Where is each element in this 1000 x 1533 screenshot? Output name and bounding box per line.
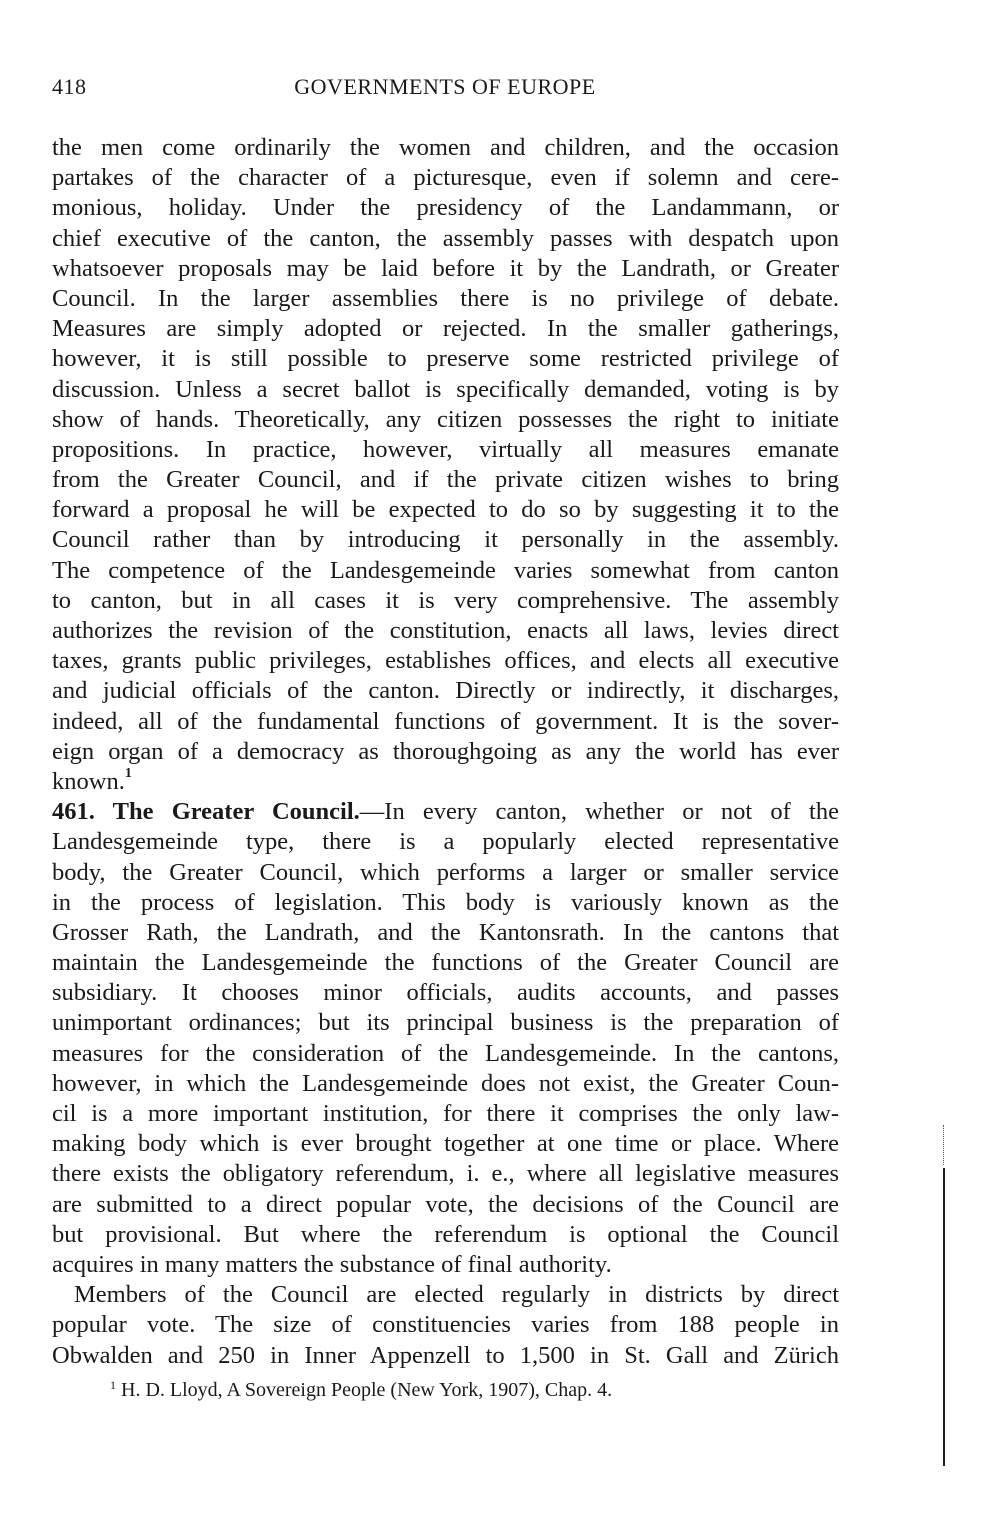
text-line [52, 1220, 839, 1250]
line-text: maintain the Landesgemeinde the functions of the Greater Council are [52, 949, 839, 977]
text-line [52, 1341, 839, 1371]
text-line [52, 1250, 839, 1280]
line-text: —In every canton, whether or not of the [359, 798, 839, 826]
text-line [52, 1310, 839, 1340]
line-text: unimportant ordinances; but its principal business is the preparation of [52, 1009, 839, 1037]
section-heading: 461. The Greater Council. [52, 798, 360, 826]
line-text: the men come ordinarily the women and children, and the occasion [52, 134, 839, 161]
page-number: 418 [52, 74, 87, 99]
line-text: Council rather than by introducing it personally in the assembly. [52, 526, 839, 554]
text-line [52, 888, 839, 918]
text-line [52, 314, 839, 344]
line-text: whatsoever proposals may be laid before it by the Landrath, or Greater [52, 254, 839, 282]
line-text: The competence of the Landesgemeinde varies somewhat from canton [52, 556, 839, 584]
body-text [52, 133, 839, 1371]
text-line [52, 918, 839, 948]
text-line [52, 1280, 839, 1310]
line-text: are submitted to a direct popular vote, the decisions of the Council are [52, 1190, 839, 1218]
text-line [52, 1099, 839, 1129]
line-text: and judicial officials of the canton. Directly or indirectly, it discharges, [52, 677, 839, 705]
line-text: Obwalden and 250 in Inner Appenzell to 1,500 in St. Gall and Zürich [52, 1341, 839, 1369]
line-text: measures for the consideration of the Landesgemeinde. In the cantons, [52, 1039, 839, 1067]
line-text: propositions. In practice, however, virtually all measures emanate [52, 435, 839, 463]
line-text: but provisional. But where the referendum is optional the Council [52, 1220, 839, 1248]
text-line [52, 707, 839, 737]
line-text: chief executive of the canton, the assembly passes with despatch upon [52, 224, 839, 252]
line-text: to canton, but in all cases it is very comprehensive. The assembly [52, 586, 839, 614]
line-text: eign organ of a democracy as thoroughgoing as any the world has ever [52, 737, 839, 765]
line-text: Landesgemeinde type, there is a popularly elected representative [52, 828, 839, 856]
text-line [52, 254, 839, 284]
line-text: in the process of legislation. This body is variously known as the [52, 888, 839, 916]
text-line [52, 1069, 839, 1099]
line-text: from the Greater Council, and if the private citizen wishes to bring [52, 466, 839, 494]
footnote [110, 1378, 612, 1402]
line-text: taxes, grants public privileges, establishes offices, and elects all executive [52, 647, 839, 675]
line-text: monious, holiday. Under the presidency of the Landammann, or [52, 194, 839, 222]
text-line [52, 978, 839, 1008]
line-text: popular vote. The size of constituencies varies from 188 people in [52, 1311, 839, 1339]
line-text: show of hands. Theoretically, any citizen possesses the right to initiate [52, 405, 839, 433]
text-line [52, 344, 839, 374]
text-line [52, 948, 839, 978]
text-line [52, 1159, 839, 1189]
line-text: forward a proposal he will be expected to do so by suggesting it to the [52, 496, 839, 524]
text-line [52, 525, 839, 555]
text-line [52, 1129, 839, 1159]
line-text: discussion. Unless a secret ballot is specifically demanded, voting is by [52, 375, 839, 403]
line-text: however, in which the Landesgemeinde does not exist, the Greater Coun- [52, 1069, 839, 1097]
text-line [52, 858, 839, 888]
line-text: there exists the obligatory referendum, i. e., where all legislative measures [52, 1160, 839, 1188]
text-line [52, 284, 839, 314]
text-line [52, 1190, 839, 1220]
text-line [52, 495, 839, 525]
line-text: making body which is ever brought together at one time or place. Where [52, 1130, 839, 1158]
line-text: Grosser Rath, the Landrath, and the Kantonsrath. In the cantons that [52, 918, 839, 946]
text-line [52, 163, 839, 193]
text-line [52, 676, 839, 706]
text-line [52, 827, 839, 857]
text-line [52, 767, 839, 797]
text-line [52, 465, 839, 495]
line-text: body, the Greater Council, which performs a larger or smaller service [52, 858, 839, 886]
line-text: indeed, all of the fundamental functions of government. It is the sover- [52, 707, 839, 735]
text-line [52, 797, 839, 827]
text-line [52, 556, 839, 586]
text-line [52, 646, 839, 676]
scan-margin-rule [943, 1168, 945, 1466]
footnote-text: H. D. Lloyd, A Sovereign People (New York, 1907), Chap. 4. [121, 1379, 613, 1401]
line-text: authorizes the revision of the constitution, enacts all laws, levies direct [52, 617, 839, 644]
text-line [52, 1008, 839, 1038]
line-text: Members of the Council are elected regularly in districts by direct [74, 1281, 839, 1309]
text-line [52, 737, 839, 767]
text-line [52, 1039, 839, 1069]
line-text: known. [52, 767, 125, 795]
footnote-marker: 1 [110, 1378, 116, 1392]
line-text: however, it is still possible to preserve some restricted privilege of [52, 345, 839, 373]
text-line [52, 193, 839, 223]
text-line [52, 616, 839, 646]
running-title: GOVERNMENTS OF EUROPE [294, 74, 596, 99]
text-line [52, 435, 839, 465]
text-line [52, 586, 839, 616]
line-text: acquires in many matters the substance of final authority. [52, 1250, 612, 1278]
footnote-reference[interactable]: 1 [124, 765, 132, 781]
line-text: Measures are simply adopted or rejected. In the smaller gatherings, [52, 315, 839, 343]
line-text: subsidiary. It chooses minor officials, audits accounts, and passes [52, 979, 839, 1007]
text-line [52, 224, 839, 254]
text-line [52, 405, 839, 435]
line-text: partakes of the character of a picturesque, even if solemn and cere- [52, 164, 839, 192]
scan-margin-dots [943, 1125, 945, 1165]
line-text: cil is a more important institution, for there it comprises the only law- [52, 1100, 839, 1127]
line-text: Council. In the larger assemblies there is no privilege of debate. [52, 284, 839, 312]
text-line [52, 375, 839, 405]
text-line [52, 133, 839, 163]
